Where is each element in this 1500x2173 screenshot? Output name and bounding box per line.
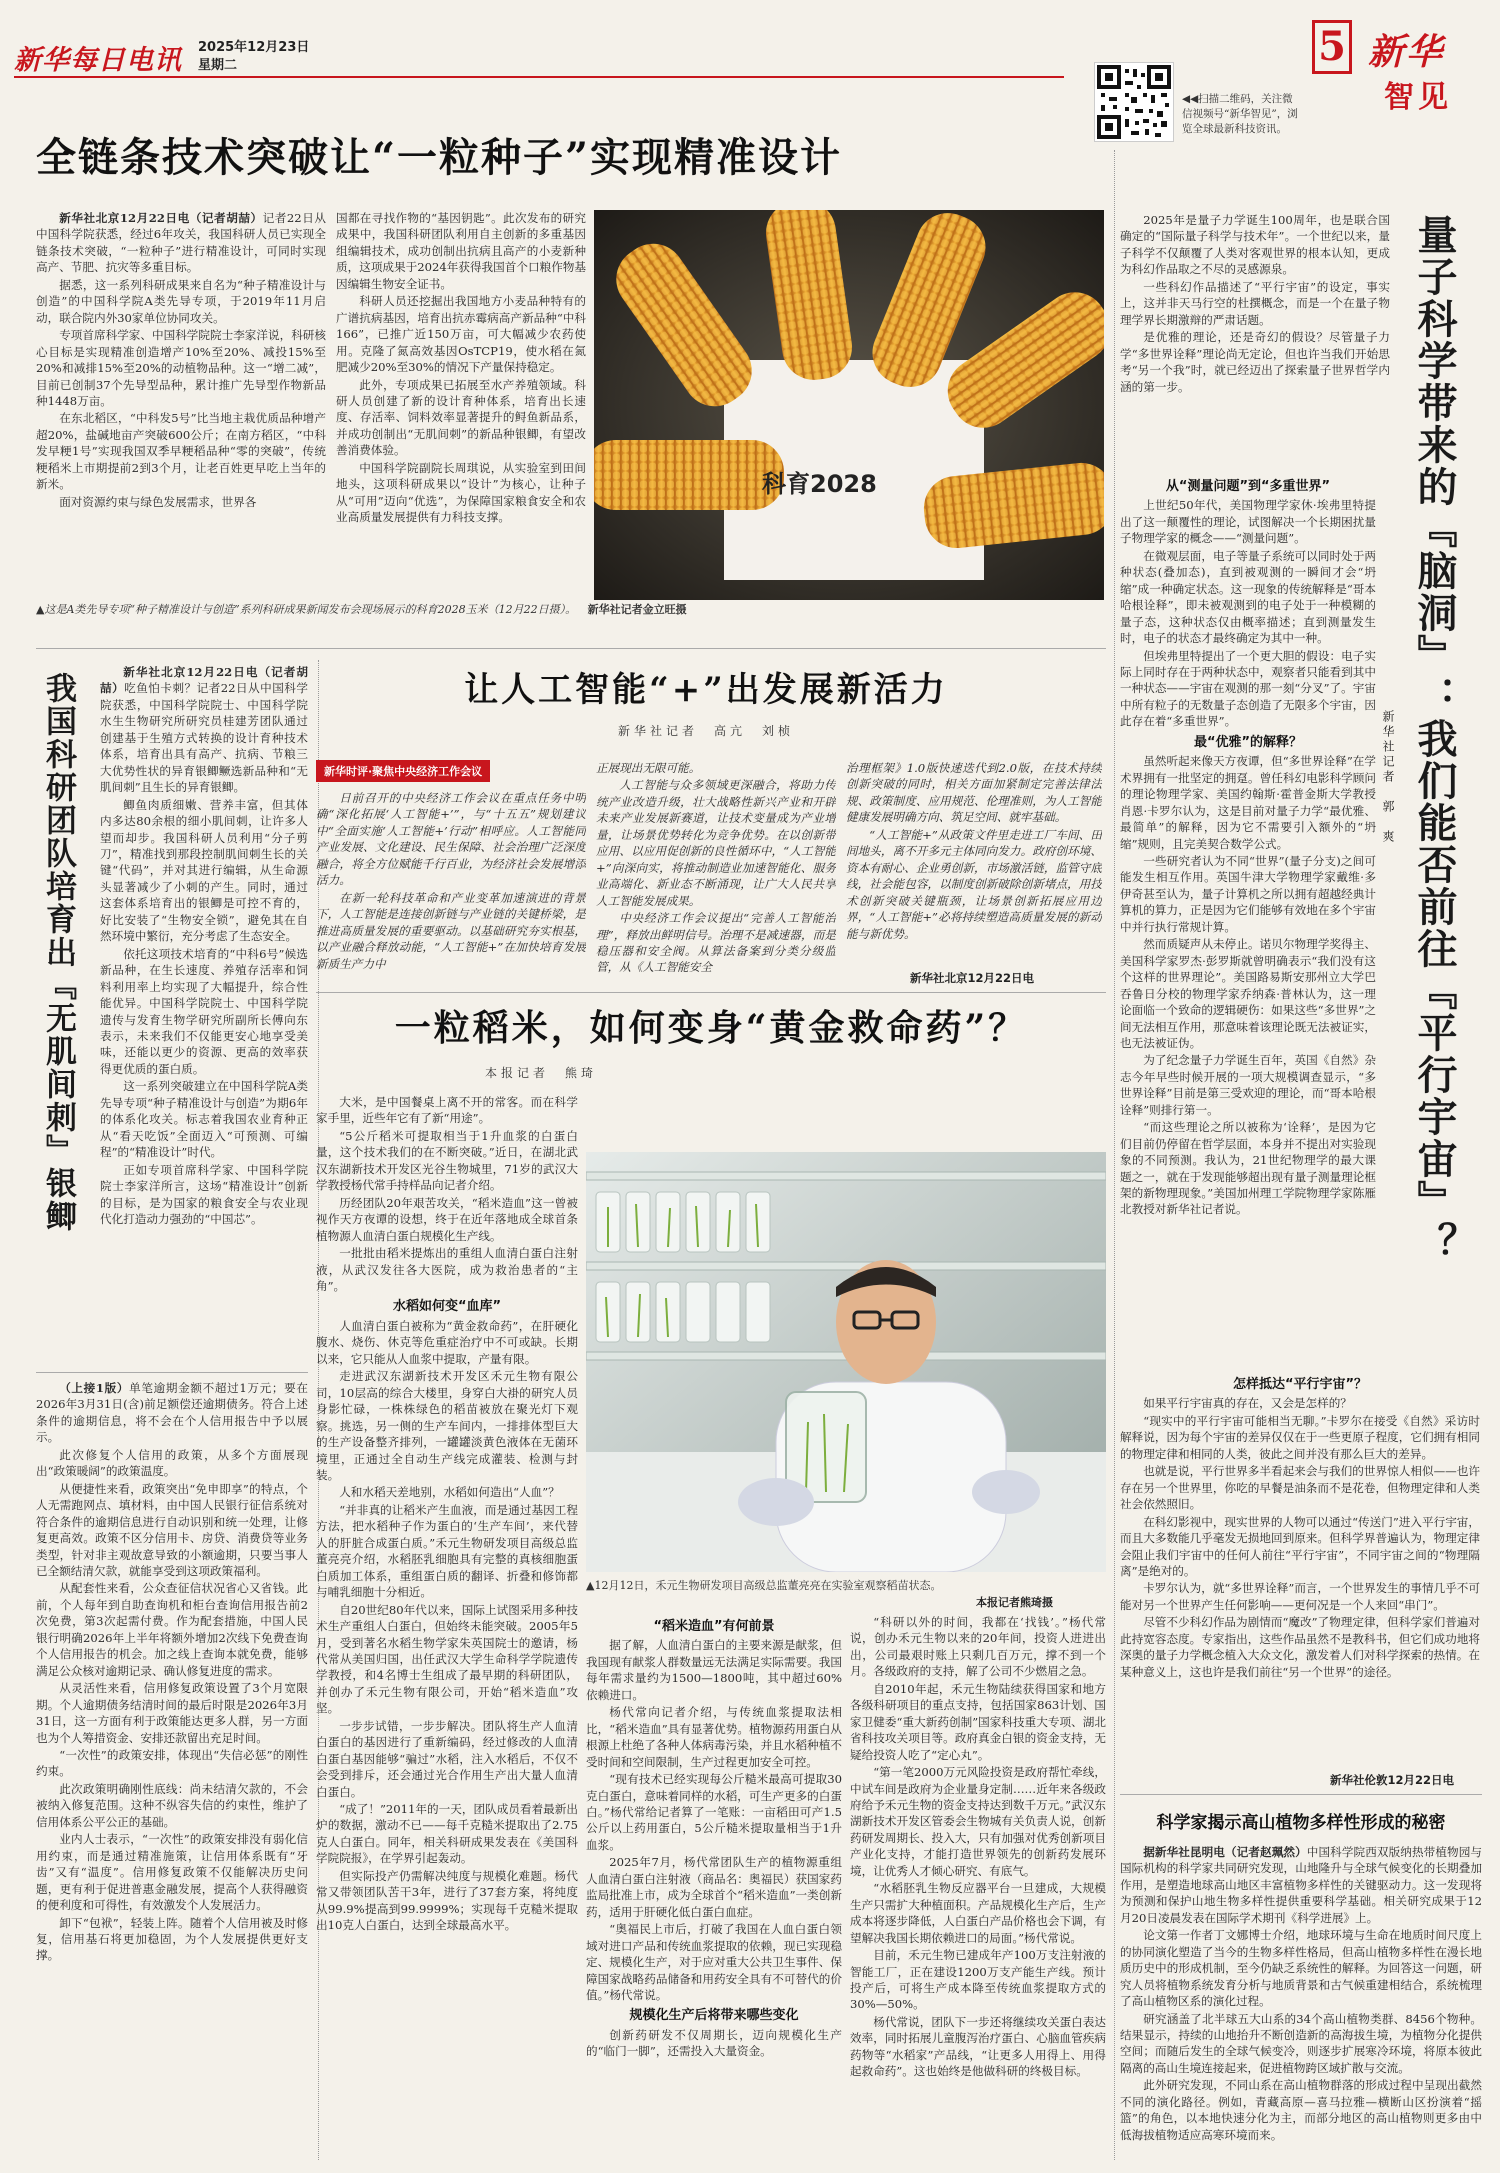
article1-caption-credit: 新华社记者金立旺摄 bbox=[587, 603, 687, 616]
corn-photo-label: 科育2028 bbox=[762, 470, 877, 498]
article2-column: 新华社北京12月22日电（记者胡喆）吃鱼怕卡刺？记者22日从中国科学院获悉，中国科学院院士、中国科学院水生生物研究所研究员桂建芳团队通过创建基于生殖方式转换的设计育种技术体系，培育出具有高产、抗病、节粮三大优势性状的异育银鲫鳜选新品种和“无肌间刺”且生长的异育银鲫。 鲫鱼肉质细嫩、营养丰富，但其体内多达80余根的细小肌间刺，让许多人望而却步。我国科研人员利用“分子剪刀”，精准找到那段控制肌间刺生长的关键“代码”，并对其进行编辑，从生命源头显著减少了小刺的产生。同时，通过这套体系培育出的银鲫是可控不育的，好比安装了“生物安全锁”，避免其在自然环境中繁衍，充分考虑了生态安全。 依托这项技术培育的“中科6号”候选新品种，在生长速度、养殖存活率和饲料利用率上均实现了大幅提升，综合性能优异。中国科学院院士、中国科学院遗传与发育生物学研究所副所长傅向东表示，未来我们不仅能更安心地享受美味，还能以更少的资源、更高的效率获得更优质的蛋白质。 这一系列突破建立在中国科学院A类先导专项“种子精准设计与创造”为期6年的体系化攻关。标志着我国农业育种正从“看天吃饭”全面迈入“可预测、可编程”的“精准设计”时代。 正如专项首席科学家、中国科学院院士李家洋所言，这场“精准设计”创新的目标，是为国家的粮食安全与农业现代化打造动力强劲的“中国芯”。 bbox=[100, 665, 308, 1226]
article1-caption: ▲这是A类先导专项“种子精准设计与创造”系列科研成果新闻发布会现场展示的科育2028玉米（12月22日摄）。 新华社记者金立旺摄 bbox=[36, 603, 687, 616]
article6-headline: 量子科学带来的『脑洞』：我们能否前往『平行宇宙』？ bbox=[1411, 214, 1458, 1264]
lab-photo-credit: 本报记者熊琦摄 bbox=[976, 1596, 1053, 1609]
masthead-date: 2025年12月23日 bbox=[198, 40, 310, 55]
masthead bbox=[0, 0, 1500, 136]
qr-code-icon bbox=[1095, 63, 1173, 141]
article4-column-2: 正展现出无限可能。 人工智能与众多领域更深融合，将助力传统产业改造升级，壮大战略性新兴产业和开辟未来产业发展新赛道，让技术变量成为产业增量，让场景优势转化为竞争优势。在以创新带应用、以应用促创新的良性循环中，“人工智能+”向深向实，将推动制造业加速智能化、服务业高端化、新业态不断涌现，让广大人民共享人工智能发展成果。 中央经济工作会议提出“完善人工智能治理”，释放出鲜明信号。治理不是减速器，而是稳压器和安全阀。从算法备案到分类分级监管，从《人工智能安全 bbox=[596, 761, 836, 975]
article4-column-1: 日前召开的中央经济工作会议在重点任务中明确“深化拓展‘人工智能+’”，与“十五五”规划建议中“全面实施‘人工智能+’行动”相呼应。人工智能同产业发展、文化建设、民生保障、社会治理广泛深度融合，将全方位赋能千行百业，为经济社会发展增添活力。 在新一轮科技革命和产业变革加速演进的背景下，人工智能是连接创新链与产业链的关键桥梁，是推进高质量发展的重要驱动。以基础研究夯实根基，以产业融合释放动能，“人工智能+”在加快培育发展新质生产力中 bbox=[316, 791, 586, 971]
article5-subhead-1: 水稻如何变“血库” bbox=[392, 1299, 502, 1315]
section-title-top: 新华 bbox=[1368, 31, 1445, 73]
article6-byline: 新华社记者 郭 爽 bbox=[1381, 710, 1395, 845]
article6-subhead-2: 最“优雅”的解释？ bbox=[1193, 734, 1303, 750]
corn-cob-5 bbox=[594, 440, 784, 510]
article5-subhead-2: “稻米造血”有何前景 bbox=[653, 1619, 775, 1634]
article5-headline: 一粒稻米，如何变身“黄金救命药”？ bbox=[394, 1007, 1028, 1049]
article5-byline: 本报记者 熊琦 bbox=[484, 1066, 597, 1080]
article6-subhead-1: 从“测量问题”到“多重世界” bbox=[1165, 479, 1331, 494]
article7-headline: 科学家揭示高山植物多样性形成的秘密 bbox=[1156, 1813, 1446, 1833]
article5-column-1: 大米，是中国餐桌上离不开的常客。而在科学家手里，近些年它有了新“用途”。 “5公斤稻米可提取相当于1升血浆的白蛋白量，这个技术我们的在不断突破。”近日，在湖北武汉东湖新技术开发区光谷生物城里，71岁的武汉大学教授杨代常手持样品向记者介绍。 历经团队20年艰苦攻关，“稻米造血”这一曾被视作天方夜谭的设想，终于在近年落地成全球首条植物源人血清白蛋白规模化生产线。 一批批由稻米提炼出的重组人血清白蛋白注射液，从武汉发往各大医院，成为救治患者的“主角”。 水稻如何变“血库” 人血清白蛋白被称为“黄金救命药”，在肝硬化腹水、烧伤、休克等危重症治疗中不可或缺。长期以来，它只能从人血浆中提取，产量有限。 走进武汉东湖新技术开发区禾元生物有限公司，10层高的综合大楼里，身穿白大褂的研究人员身影忙碌，一株株绿色的稻苗被放在聚光灯下观察。挑选，另一侧的生产车间内，一排排体型巨大的生产设备整齐排列，一罐罐淡黄色液体在无菌环境里，正通过全自动生产线完成灌装、检测与封装。 人和水稻天差地别，水稻如何造出“人血”？ “并非真的让稻米产生血液，而是通过基因工程方法，把水稻种子作为蛋白的‘生产车间’，来代替人的肝脏合成蛋白质。”禾元生物研发项目高级总监董亮亮介绍，水稻胚乳细胞具有完整的真核细胞蛋白质加工体系，重组蛋白质的翻译、折叠和修饰都与哺乳细胞十分相近。 自20世纪80年代以来，国际上试图采用多种技术生产重组人白蛋白，但始终未能突破。2005年5月，受到著名水稻生物学家朱英国院士的邀请，杨代常从美国归国，出任武汉大学生命科学学院遗传学教授，和4名博士生组成了最早期的科研团队，并创办了禾元生物有限公司，开始“稻米造血”攻坚。 一步步试错，一步步解决。团队将生产人血清白蛋白的基因进行了重新编码，经过修改的人血清白蛋白基因能够“骗过”水稻，注入水稻后，不仅不会受到排斥，还会通过光合作用生产出大量人血清白蛋白。 “成了！”2011年的一天，团队成员看着最新出炉的数据，激动不已——每千克糙米提取出了2.75克人白蛋白。同年，相关科研成果发表在《美国科学院院报》，在学界引起轰动。 但实际投产仍需解决纯度与规模化难题。杨代常又带领团队苦干3年，进行了37套方案，将纯度从99.9%提高到99.9999%；实现每千克糙米提取出10克人白蛋白，达到全球最高水平。 bbox=[316, 1095, 578, 1933]
article4-headline: 让人工智能“+”出发展新活力 bbox=[464, 670, 948, 710]
corn-photo bbox=[594, 210, 1104, 600]
article7-column: 据新华社昆明电（记者赵珮然）中国科学院西双版纳热带植物园与国际机构的科学家共同研究发现，山地隆升与全球气候变化的长期叠加作用，是塑造地球高山地区丰富植物多样性的关键驱动力。这一发现将为预测和保护山地生物多样性提供重要科学基础。相关研究成果于12月20日凌晨发表在国际学术期刊《科学进展》上。 论文第一作者丁文娜博士介绍，地球环境与生命在地质时间尺度上的协同演化塑造了当今的生物多样性格局，但高山植物多样性在漫长地质历史中的形成机制，至今仍缺乏系统性的解释。为回答这一问题，研究人员将植物系统发育分析与地质背景和古气候重建相结合，系统梳理了高山植物区系的演化过程。 研究涵盖了北半球五大山系的34个高山植物类群、8456个物种。结果显示，持续的山地抬升不断创造新的高海拔生境，为植物分化提供空间；而随后发生的全球气候变冷，则逐步扩展寒冷环境，将原本彼此隔离的高山生境连接起来，促进植物跨区域扩散与交流。 此外研究发现，不同山系在高山植物群落的形成过程中呈现出截然不同的演化路径。例如，青藏高原—喜马拉雅—横断山区扮演着“摇篮”的角色，以本地快速分化为主，而部分地区的高山植物则更多由中低海拔植物适应高寒环境而来。 bbox=[1120, 1845, 1482, 2142]
article3-column: （上接1版）单笔逾期金额不超过1万元；要在2026年3月31日(含)前足额偿还逾期债务。符合上述条件的逾期信息，将不会在个人信用报告中予以展示。 此次修复个人信用的政策，从多个方面展现出“政策暖阔”的政策温度。 从便捷性来看，政策突出“免申即享”的特点，个人无需跑网点、填材料，由中国人民银行征信系统对符合条件的逾期信息进行自动识别和统一处理，让修复更高效。政策不区分信用卡、房贷、消费贷等业务类型，针对非主观故意导致的小额逾期，只要当事人已全额结清欠款，就能享受到这项政策福利。 从配套性来看，公众查征信状况省心又省钱。此前，个人每年到自助查询机和柜台查询信用报告前2次免费，第3次起需付费。作为配套措施，中国人民银行明确2026年上半年将额外增加2次线下免费查询个人信用报告的机会。加之线上查询本就免费，能够满足公众核对逾期记录、确认修复进度的需求。 从灵活性来看，信用修复政策设置了3个月宽限期。个人逾期债务结清时间的最后时限是2026年3月31日，这一方面有利于政策能达更多人群，另一方面也为个人筹措资金、安排还款留出充足时间。 “一次性”的政策安排，体现出“失信必惩”的刚性约束。 此次政策明确刚性底线：尚未结清欠款的，不会被纳入修复范围。这种不纵容失信的约束性，维护了信用体系公平公正的基础。 业内人士表示，“一次性”的政策安排没有弱化信用约束，而是通过精准施策，让信用体系既有“牙齿”又有“温度”。信用修复政策不仅能解决历史问题，更有利于促进普惠金融发展，提高个人获得融资的便利度和可得性，有效激发个人发展活力。 卸下“包袱”，轻装上阵。随着个人信用被及时修复，信用基石将更加稳固，为个人发展提供更好支撑。 bbox=[36, 1381, 308, 1963]
lab-photo-caption: ▲12月12日，禾元生物研发项目高级总监董亮亮在实验室观察稻苗状态。 bbox=[586, 1579, 942, 1592]
article6-column-2: 怎样抵达“平行宇宙”？ 如果平行宇宙真的存在，又会是怎样的？ “现实中的平行宇宙可能相当无聊。”卡罗尔在接受《自然》采访时解释说，因为每个宇宙的差异仅仅在于一些更原子程度，它们拥有相同的物理定律和相同的人类，彼此之间并没有那么巨大的差异。 也就是说，平行世界多半看起来会与我们的世界惊人相似——也许存在另一个世界里，你吃的早餐是油条而不是花卷，但物理定律和人类社会依然照旧。 在科幻影视中，现实世界的人物可以通过“传送门”进入平行宇宙，而且大多数能几乎毫发无损地回到原来。但科学界普遍认为，物理定律会阻止我们宇宙中的任何人前往“平行宇宙”，不同宇宙之间的“物理隔离”是绝对的。 卡罗尔认为，就“多世界诠释”而言，一个世界发生的事情几乎不可能对另一个世界产生任何影响——更何况是一个人来回“串门”。 尽管不少科幻作品为剧情而“魔改”了物理定律，但科学家们普遍对此持宽容态度。专家指出，这些作品虽然不是教科书，但它们成功地将深奥的量子力学概念植入大众文化，激发着人们对科学探索的热情。在某种意义上，这也许是我们前往“另一个世界”的途径。 bbox=[1120, 1377, 1480, 1679]
article4-badge: 新华时评·聚焦中央经济工作会议 bbox=[316, 760, 490, 782]
article1-column-2: 国都在寻找作物的“基因钥匙”。此次发布的研究成果中，我国科研团队利用自主创新的多重基因组编辑技术，成功创制出抗病且高产的小麦新种质，这项成果于2024年获得我国首个口粮作物基因编辑生物安全证书。 科研人员还挖掘出我国地方小麦品种特有的广谱抗病基因，培育出抗赤霉病高产新品种“中科166”，已推广近150万亩，可大幅减少农药使用。克隆了氮高效基因OsTCP19，使水稻在氮肥减少20%至30%的情况下产量保持稳定。 此外，专项成果已拓展至水产养殖领域。科研人员创建了新的设计育种体系，培育出长速度、存活率、饲料效率显著提升的鲟鱼新品系，并成功创制出“无肌间刺”的新品种银鲫，有望改善消费体验。 中国科学院副院长周琪说，从实验室到田间地头，这项科研成果以“设计”为核心，让种子从“可用”迈向“优选”，为保障国家粮食安全和农业高质量发展提供有力科技支撑。 bbox=[336, 211, 586, 525]
masthead-weekday: 星期二 bbox=[198, 58, 238, 73]
article5-column-3: “科研以外的时间，我都在‘找钱’。”杨代常说，创办禾元生物以来的20年间，投资人进进出出，公司最艰时账上只剩几百万元，撑不到一个月。各级政府的支持，解了公司不少燃眉之急。 自2010年起，禾元生物陆续获得国家和地方各级科研项目的重点支持，包括国家863计划、国家卫健委“重大新药创制”国家科技重大专项、湖北省科技攻关项目等。政府真金白银的资金支持，无疑给投资人吃了“定心丸”。 “第一笔2000万元风险投资是政府帮忙牵线，中试车间是政府为企业量身定制……近年来各级政府给予禾元生物的资金支持达到数千万元。”武汉东湖新技术开发区管委会生物城有关负责人说，创新药研发周期长、投入大，只有加强对优秀创新项目产业化支持，才能打造世界领先的创新药发展环境，让优秀人才倾心研究、有底气。 “水稻胚乳生物反应器平台一旦建成，大规模生产只需扩大种植面积。产品规模化生产后，生产成本将逐步降低，人白蛋白产品价格也会下调，有望解决我国长期依赖进口的局面。”杨代常说。 目前，禾元生物已建成年产100万支注射液的智能工厂，正在建设1200万支产能生产线。预计投产后，可将生产成本降至传统血浆提取方式的30%—50%。 杨代常说，团队下一步还将继续攻关蛋白表达效率，同时拓展儿童腹泻治疗蛋白、心脑血管疾病药物等“水稻家”产品线，“让更多人用得上、用得起救命药”。这也始终是他做科研的终极目标。 bbox=[850, 1615, 1106, 2079]
qr-caption: ◀◀扫描二维码，关注微信视频号“新华智见”，浏览全球最新科技资讯。 bbox=[1182, 93, 1298, 136]
page-number: 5 bbox=[1312, 20, 1352, 74]
qr-code[interactable] bbox=[1094, 62, 1174, 142]
corn-illustration bbox=[594, 210, 1104, 600]
article5-column-2: “稻米造血”有何前景 据了解，人血清白蛋白的主要来源是献浆，但我国现有献浆人群数量远无法满足实际需要。我国每年需求量约为1500—1800吨，其中超过60%依赖进口。 杨代常向记者介绍，与传统血浆提取法相比，“稻米造血”具有显著优势。植物源药用蛋白从根源上杜绝了各种人体病毒污染，并且水稻种植不受时间和空间限制，生产过程更加安全可控。 “现有技术已经实现每公斤糙米最高可提取30克白蛋白，意味着同样的水稻，可生产更多的白蛋白。”杨代常给记者算了一笔账：一亩稻田可产1.5公斤以上药用蛋白，5公斤糙米提取量相当于1升血浆。 2025年7月，杨代常团队生产的植物源重组人血清白蛋白注射液（商品名：奥福民）获国家药监局批准上市，成为全球首个“稻米造血”一类创新药，适用于肝硬化低白蛋白血症。 “奥福民上市后，打破了我国在人血白蛋白领域对进口产品和传统血浆提取的依赖，现已实现稳定、规模化生产，对于应对重大公共卫生事件、保障国家战略药品储备和用药安全具有不可替代的价值。”杨代常说。 规模化生产后将带来哪些变化 创新药研发不仅周期长，迈向规模化生产的“临门一脚”，还需投入大量资金。 bbox=[586, 1619, 842, 2059]
article4-badge-wrap bbox=[316, 760, 490, 782]
article6-intro: 2025年是量子力学诞生100周年，也是联合国确定的“国际量子科学与技术年”。一个世纪以来，量子科学不仅颠覆了人类对客观世界的根本认知，更成为科幻作品取之不尽的灵感源泉。 一些科幻作品描述了“平行宇宙”的设定，事实上，这并非天马行空的杜撰概念，而是一个在量子物理学界长期激辩的严肃话题。 是优雅的理论，还是奇幻的假设？尽管量子力学“多世界诠释”理论尚无定论，但也许当我们开始思考“另一个我”时，就已经迈出了探索量子世界哲学内涵的第一步。 bbox=[1120, 213, 1390, 394]
article4-credit: 新华社北京12月22日电 bbox=[910, 971, 1035, 985]
article4-column-3: 治理框架》1.0版快速迭代到2.0版，在技术持续创新突破的同时，相关方面加紧制定完善法律法规、政策制度、应用规范、伦理准则，为人工智能健康发展明确方向、筑足空间、就牢基础。 “人工智能+”从政策文件里走进工厂车间、田间地头，离不开多元主体同向发力。政府创环境、资本有耐心、企业勇创新，市场激活链，监管守底线，社会能包容，以制度创新破除创新堵点，用技术创新突破关键瓶颈，让场景创新拓展应用边界，“人工智能+”必将持续塑造高质量发展的新动能与新优势。 bbox=[846, 761, 1102, 941]
article6-column-1: 从“测量问题”到“多重世界” 上世纪50年代，美国物理学家休·埃弗里特提出了这一颠覆性的理论，试图解决一个长期困扰量子物理学家的概念——“测量问题”。 在微观层面，电子等量子系统可以同时处于两种状态(叠加态)，直到被观测的一瞬间才会“坍缩”成一种确定状态。这一现象的传统解释是“哥本哈根诠释”，即未被观测到的电子处于一种模糊的量子态，这种状态仅由概率描述；直到测量发生时，电子的状态才最终确定为其中一种。 但埃弗里特提出了一个更大胆的假设：电子实际上同时存在于两种状态中，观察者只能看到其中一种状态——宇宙在观测的那一刻“分叉”了。宇宙中所有粒子的无数量子态创造了无限多个宇宙，因此存在着“多重世界”。 最“优雅”的解释？ 虽然听起来像天方夜谭，但“多世界诠释”在学术界拥有一批坚定的拥趸。曾任科幻电影科学顾问的理论物理学家、美国约翰斯·霍普金斯大学教授肖恩·卡罗尔认为，这是目前对量子力学“最优雅、最简单”的解释，因为它不需要引入额外的“坍缩”规则，且完美契合数学公式。 一些研究者认为不同“世界”(量子分支)之间可能发生相互作用。英国牛津大学物理学家戴维·多伊奇甚至认为，量子计算机之所以拥有超越经典计算机的算力，正是因为它们能够有效地在多个宇宙中并行执行常规计算。 然而质疑声从未停止。诺贝尔物理学奖得主、美国科学家罗杰·彭罗斯就曾明确表示“我们没有这个这样的世界理论”。美国路易斯安那州立大学巴吞鲁日分校的物理学家乔纳森·普林认为，这一理论面临一个致命的逻辑硬伤：如果这些“多世界”之间无法相互作用，那意味着该理论既无法被证实，也无法被证伪。 为了纪念量子力学诞生百年，英国《自然》杂志今年早些时候开展的一项大规模调查显示，“多世界诠释”目前是第三受欢迎的理论，而“哥本哈根诠释”则排行第一。 “而这些理论之所以被称为‘诠释’，是因为它们目前仍停留在哲学层面，本身并不提出对实验现象的不同预测。我认为，21世纪物理学的最大课题之一，就在于发现能够超出现有量子测量理论框架的新物理现象。”美国加州理工学院物理学家陈雁北教授对新华社记者说。 bbox=[1120, 479, 1376, 1217]
article1-column-1: 新华社北京12月22日电（记者胡喆）记者22日从中国科学院获悉，经过6年攻关，我国科研人员已实现全链条技术突破，“一粒种子”进行精准设计，可同时实现高产、节肥、抗灾等多重目标。 据悉，这一系列科研成果来自名为“种子精准设计与创造”的中国科学院A类先导专项，于2019年11月启动，联合院内外30家单位协同攻关。 专项首席科学家、中国科学院院士李家洋说，科研核心目标是实现精准创造增产10%至20%、减投15%至20%和减排15%至20%的动植物品种。这一“增二减”，目前已创制37个先导型品种，累计推广先导型作物新品种1448万亩。 在东北稻区，“中科发5号”比当地主栽优质品种增产超20%，盐碱地亩产突破600公斤；在南方稻区，“中科发早粳1号”实现我国双季早粳稻品种“零的突破”，传统粳稻米上市期提前2到3个月，让老百姓更早吃上当年的新米。 面对资源约束与绿色发展需求，世界各 bbox=[36, 211, 326, 509]
article2-headline: 我国科研团队培育出『无肌间刺』银鲫 bbox=[40, 672, 76, 1233]
article1-headline: 全链条技术突破让“一粒种子”实现精准设计 bbox=[36, 134, 843, 181]
article4-byline: 新华社记者 高亢 刘桢 bbox=[617, 724, 794, 738]
article6-credit: 新华社伦敦12月22日电 bbox=[1330, 1773, 1455, 1787]
lab-illustration bbox=[586, 1152, 1106, 1572]
article6-subhead-3: 怎样抵达“平行宇宙”？ bbox=[1232, 1377, 1368, 1392]
masthead-logo: 新华每日电讯 bbox=[14, 45, 182, 76]
lab-photo bbox=[586, 1152, 1106, 1572]
article5-subhead-3: 规模化生产后将带来哪些变化 bbox=[629, 2008, 799, 2024]
section-title-bottom: 智见 bbox=[1384, 80, 1452, 115]
